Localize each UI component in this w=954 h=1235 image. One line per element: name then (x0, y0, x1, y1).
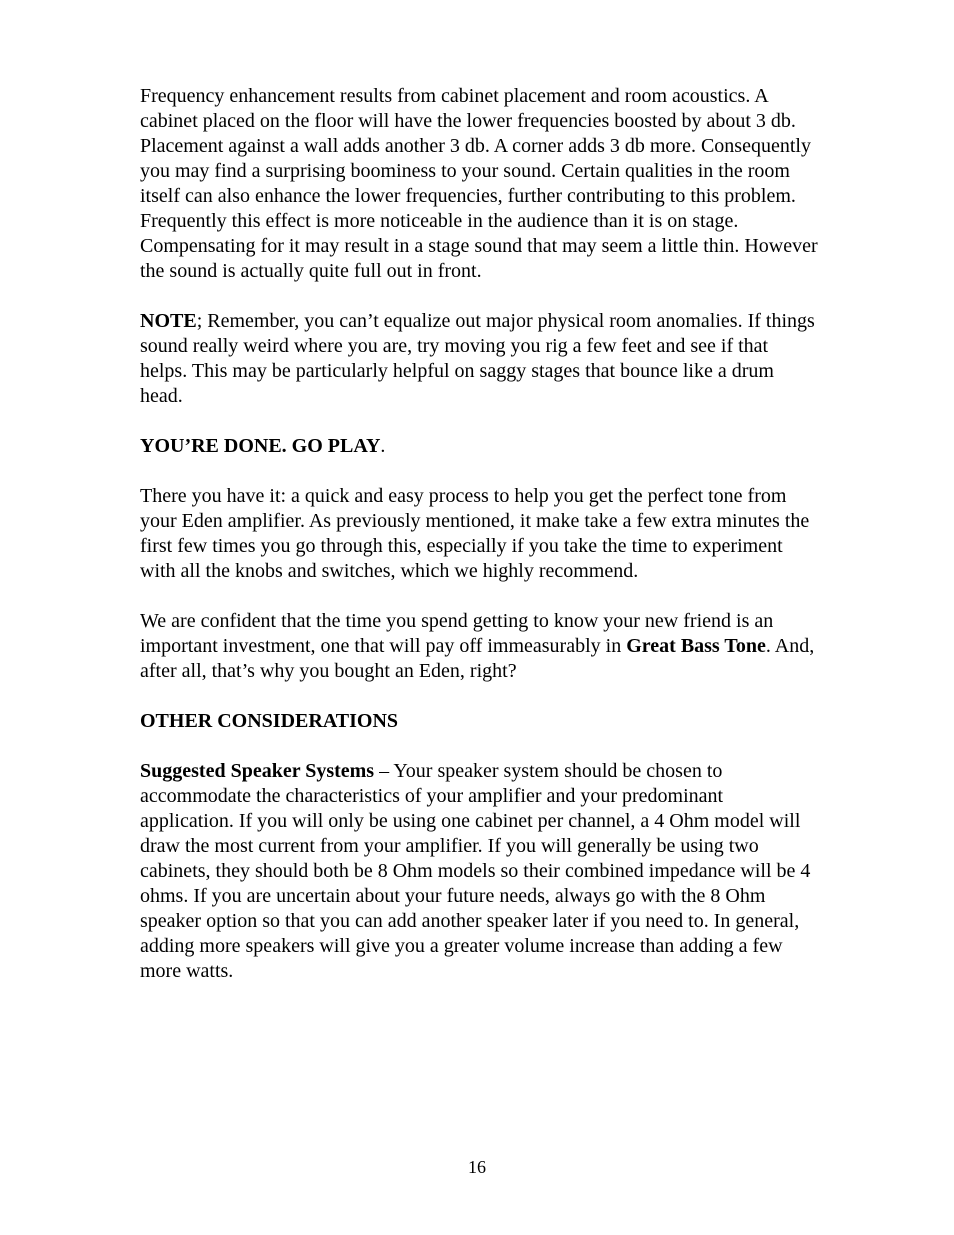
paragraph-confidence (140, 609, 820, 684)
page-number: 16 (468, 1157, 486, 1177)
speaker-systems-text: – Your speaker system should be chosen to accommodate the characteristics of your amplifier and your predominant application. If you will only be using one cabinet per channel, a 4 Ohm model will draw the most current from your amplifier. If you will generally be using two cabinets, they should both be 8 Ohm models so their combined impedance will be 4 ohms. If you are uncertain about your future needs, always go with the 8 Ohm speaker option so that you can add another speaker later if you need to. In general, adding more speakers will give you a greater volume increase than adding a few more watts. (140, 760, 811, 982)
done-label: YOU’RE DONE. GO PLAY (140, 435, 381, 457)
note-text: ; Remember, you can’t equalize out major physical room anomalies. If things sound really weird where you are, try moving you rig a few feet and see if that helps. This may be particularly helpful on saggy stages that bounce like a drum head. (140, 310, 815, 407)
note-label: NOTE (140, 310, 197, 332)
heading-youre-done (140, 434, 820, 459)
paragraph-speaker-systems (140, 759, 820, 984)
page-content (140, 84, 820, 1009)
paragraph-note (140, 309, 820, 409)
done-period: . (380, 435, 386, 457)
heading-other-considerations: OTHER CONSIDERATIONS (140, 710, 399, 732)
great-bass-tone: Great Bass Tone (626, 635, 766, 657)
speaker-systems-label: Suggested Speaker Systems (140, 760, 375, 782)
paragraph-frequency-enhancement: Frequency enhancement results from cabinet placement and room acoustics. A cabinet placed on the floor will have the lower frequencies boosted by about 3 db. Placement against a wall adds another 3 db. A corner adds 3 db more. Consequently you may find a surprising boominess to your sound. Certain qualities in the room itself can also enhance the lower frequencies, further contributing to this problem. Frequently this effect is more noticeable in the audience than it is on stage. Compensating for it may result in a stage sound that may seem a little thin. However the sound is actually quite full out in front. (140, 85, 818, 282)
paragraph-conclusion: There you have it: a quick and easy process to help you get the perfect tone from your Eden amplifier. As previously mentioned, it make take a few extra minutes the first few times you go through this, especially if you take the time to experiment with all the knobs and switches, which we highly recommend. (140, 485, 810, 582)
confidence-end: . And, after all, that’s why you bought an Eden, right? (140, 635, 815, 682)
confidence-start: We are confident that the time you spend getting to know your new friend is an important investment, one that will pay off immeasurably in (140, 610, 774, 657)
